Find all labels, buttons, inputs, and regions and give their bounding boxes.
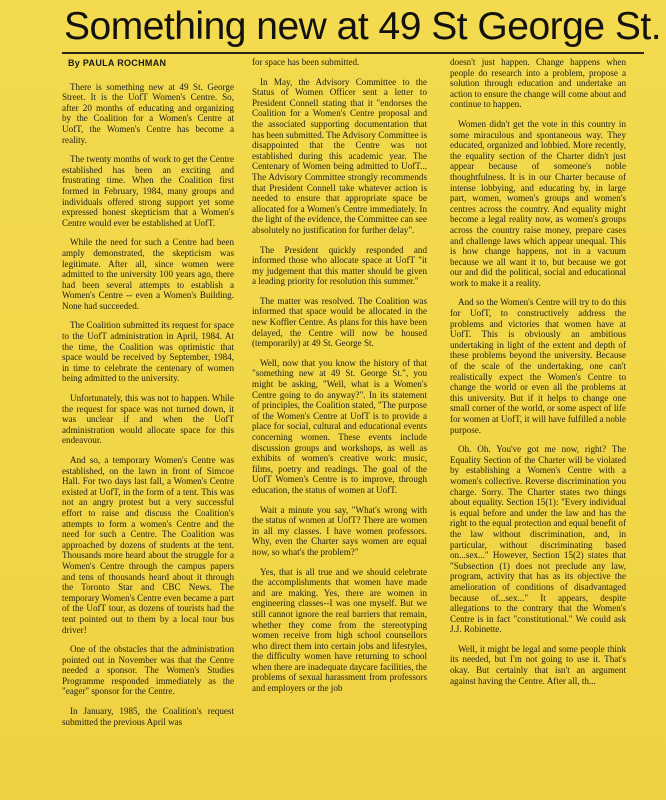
- paragraph: The matter was resolved. The Coalition was informed that space would be allocated in the new Koffler Centre. As plans for this have been delayed, the Centre will now be housed (temporarily) at 49 St. George St.: [252, 295, 427, 349]
- paragraph: The President quickly responded and informed those who allocate space at UofT "it my judgement that this matter should be given a leading priority for resolution this summer.": [252, 244, 427, 287]
- paragraph: And so the Women's Centre will try to do this for UofT, to constructively address the problems and victories that women have at UofT. This is obviously an ambitious undertaking in light of the extent and depth of these problems beyond the university. Because of the scale of the undertaking, one can't realistically expect the Women's Centre to change the world or even all the problems at this university. But if it helps to change one small corner of the world, or some aspect of life for women at UofT, it will have fulfilled a noble purpose.: [450, 297, 626, 435]
- paragraph: There is something new at 49 St. George Street. It is the UofT Women's Centre. So, after 20 months of educating and organizing by the Coalition for a Women's Centre at UofT, the Women's Centre has become a reality.: [62, 81, 234, 145]
- paragraph: In January, 1985, the Coalition's request submitted the previous April was: [62, 706, 234, 727]
- paragraph: While the need for such a Centre had been amply demonstrated, the skepticism was legitimate. After all, since women were admitted to the university 100 years ago, there had been several attempts to establish a Women's Centre -- even a Women's Building. None had succeeded.: [62, 237, 234, 311]
- paragraph: Well, it might be legal and some people think its needed, but I'm not going to use it. That's okay. But certainly that isn't an argument against having the Centre. After all, th...: [450, 643, 626, 686]
- paragraph: The Coalition submitted its request for space to the UofT administration in April, 1984. At the time, the Coalition was optimistic that space would be received by September, 1984, in time to celebrate the centenary of women being admitted to the university.: [62, 320, 234, 384]
- paragraph: Oh. Oh. You've got me now, right? The Equality Section of the Charter will be violated by establishing a Women's Centre with a women's collective. Reverse discrimination you charge. Sorry. The Charter states two things about equality. Section 15(1): "Every individual is equal before and under the law and has the right to the equal protection and equal benefit of the law without discrimination, and, in particular, without discriminating based on...sex..." However, Section 15(2) states that "Subsection (1) does not preclude any law, program, activity that has as its objective the amelioration of conditions of disadvantaged because of...sex..." It appears, despite allegations to the contrary that the Women's Centre is in fact "constitutional." We could ask J.J. Robinette.: [450, 444, 626, 635]
- paragraph: Yes, that is all true and we should celebrate the accomplishments that women have made and are making. Yes, there are women in engineering classes--I was one myself. But we still cannot ignore the real barriers that remain, whether they come from the stereotyping women receive from high school counsellors who direct them into certain jobs and lifestyles, the difficulty women have returning to school when there are inadequate daycare facilities, the problems of sexual harassment from professors and employers or the job: [252, 566, 427, 694]
- paragraph: doesn't just happen. Change happens when people do research into a problem, propose a solution through education and undertake an action to ensure the change will come about and continue to happen.: [450, 57, 626, 110]
- paragraph: Well, now that you know the history of that "something new at 49 St. George St.", you might be asking, "Well, what is a Women's Centre going to do anyway?". In its statement of principles, the Coalition stated, "The purpose of the Women's Centre at UofT is to provide a place for social, cultural and educational events concerning women. These events include discussion groups and workshops, as well as exhibits of women's creative work: music, films, poetry and readings. The goal of the UofT Women's Centre is to improve, through education, the status of women at UofT.: [252, 357, 427, 495]
- paragraph: In May, the Advisory Committee to the Status of Women Officer sent a letter to President Connell stating that it "endorses the Coalition for a Women's Centre proposal and the associated supporting documentation that has been submitted. The Advisory Committee is disappointed that the Centre was not established during this academic year. The Centenary of Women being admitted to UofT... The Advisory Committee strongly recommends that President Connell take whatever action is needed to ensure that appropriate space be allocated for a Women's Centre immediately. In the light of the evidence, the Committee can see absolutely no justification for further delay".: [252, 76, 427, 235]
- article-column-2: [252, 57, 427, 703]
- paragraph: for space has been submitted.: [252, 57, 360, 67]
- byline: By PAULA ROCHMAN: [68, 58, 167, 68]
- paragraph: The twenty months of work to get the Centre established has been an exciting and frustrating time. When the Coalition first formed in February, 1984, many groups and individuals offered strong support yet some expressed honest skepticism that a Women's Centre would ever be established at UofT.: [62, 154, 234, 228]
- headline: Something new at 49 St George St.: [64, 5, 662, 48]
- headline-rule: [62, 52, 644, 54]
- paragraph: Unfortunately, this was not to happen. While the request for space was not turned down, it was unclear if and when the UofT administration would allocate space for this endeavour.: [62, 393, 234, 446]
- paragraph: Women didn't get the vote in this country in some miraculous and spontaneous way. They educated, organized and lobbied. More recently, the equality section of the Charter didn't just appear because of someone's noble thoughtfulness. It is in our Charter because of intense lobbying, and educating by, in large part, women, women's groups and women's centres across the country. And equality might become a legal reality now, as women's groups across the country raise money, prepare cases and challenge laws which appear unequal. This is how change happens, not in a vacuum because we all want it to, but because we got our and did the political, social and educational work to make it a reality.: [450, 118, 626, 288]
- article-column-1: [62, 58, 234, 736]
- paragraph: One of the obstacles that the administration pointed out in November was that the Centre needed a sponsor. The Women's Studies Programme responded immediately as the "eager" sponsor for the Centre.: [62, 644, 234, 697]
- paragraph: And so, a temporary Women's Centre was established, on the lawn in front of Simcoe Hall. For two days last fall, a Women's Centre existed at UofT, in the form of a tent. This was not an angry protest but a very successful effort to raise and discuss the Coalition's attempts to form a women's Centre and the need for such a Centre. The Coalition was approached by dozens of students at the tent. Thousands more heard about the struggle for a Women's Centre through the campus papers and tens of thousands heard about it through the Toronto Star and CBC News. The temporary Women's Centre even became a part of the UofT tour, as dozens of tourists had the tent pointed out to them by a local tour bus driver!: [62, 455, 234, 635]
- article-column-3: [450, 57, 626, 695]
- paragraph: Wait a minute you say, "What's wrong with the status of women at UofT? There are women in all my classes. I have women professors. Why, even the Charter says women are equal now, so what's the problem?": [252, 504, 427, 557]
